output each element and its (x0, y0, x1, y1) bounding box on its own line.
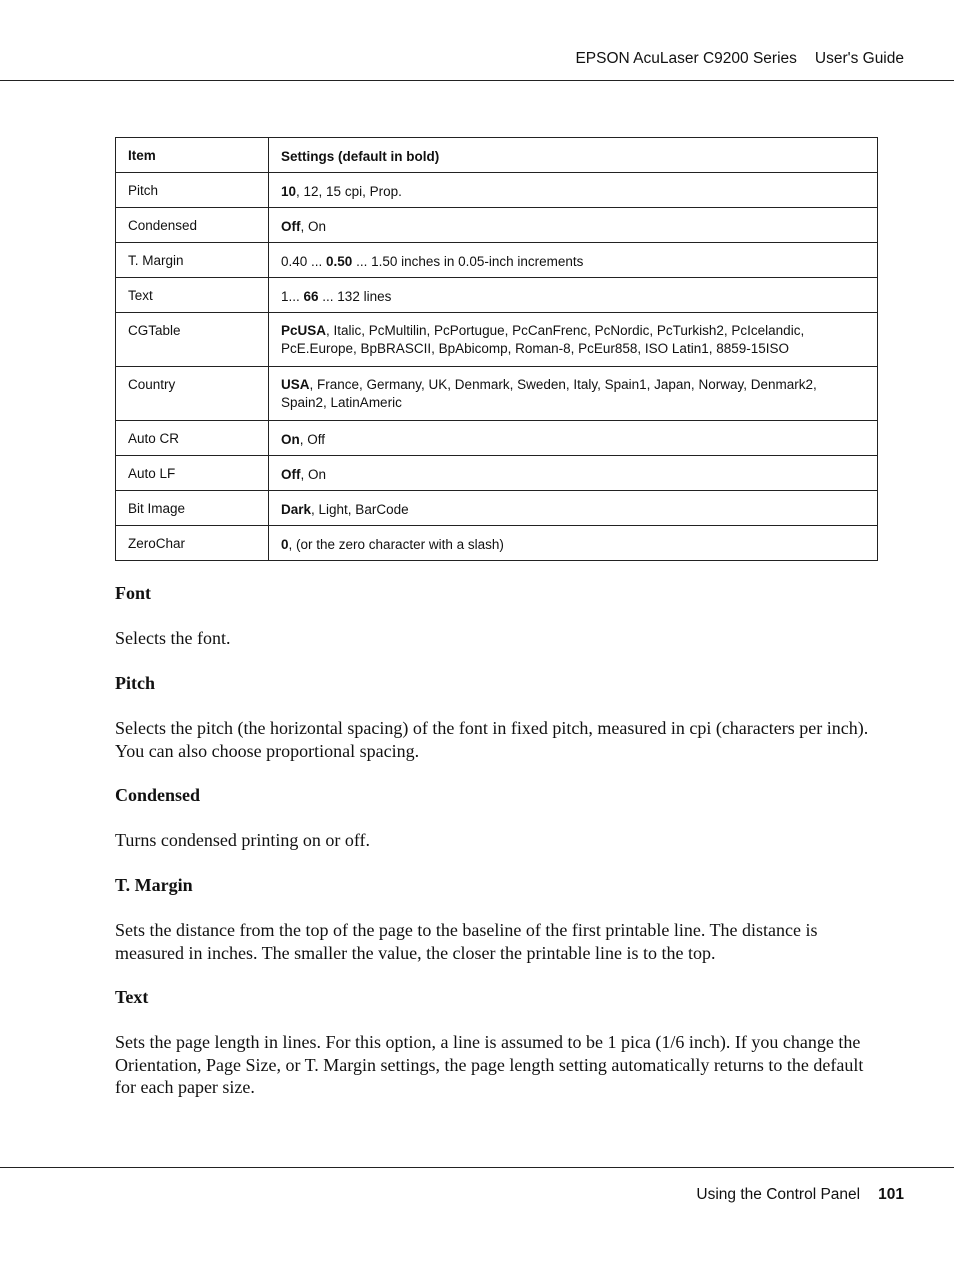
section-heading-text: Text (115, 987, 149, 1007)
settings-table (115, 137, 878, 561)
section-heading-condensed: Condensed (115, 785, 201, 805)
other-values: , (or the zero character with a slash) (288, 537, 504, 552)
table-row (116, 173, 878, 208)
table-row (116, 526, 878, 561)
other-values: , 12, 15 cpi, Prop. (296, 184, 402, 199)
range-start: 0.40 ... (281, 254, 327, 269)
other-values: , France, Germany, UK, Denmark, Sweden, Italy, Spain1, Japan, Norway, Denmark2, Spain2, LatinAmeric (281, 377, 817, 410)
table-row (116, 313, 878, 367)
default-value: PcUSA (281, 323, 327, 338)
row-item: Pitch (116, 173, 269, 208)
page-footer (0, 1186, 904, 1204)
default-value: Off (281, 219, 301, 234)
row-item: Text (116, 278, 269, 313)
row-settings (269, 367, 878, 421)
other-values: , Light, BarCode (311, 502, 409, 517)
section-text-text: Sets the page length in lines. For this option, a line is assumed to be 1 pica (1/6 inch). If you change the Orientation, Page Size, or T. Margin settings, the page length setting automatically returns to the default for each paper size. (115, 1032, 864, 1097)
row-item: Country (116, 367, 269, 421)
default-value: 66 (303, 289, 319, 304)
default-value: Off (281, 467, 301, 482)
section-heading-pitch: Pitch (115, 673, 155, 693)
default-value: 0.50 (326, 254, 353, 269)
section-text-pitch: Selects the pitch (the horizontal spacing) of the font in fixed pitch, measured in cpi (characters per inch). You can also choose proportional spacing. (115, 718, 869, 761)
row-item: Condensed (116, 208, 269, 243)
row-settings (269, 313, 878, 367)
row-settings (269, 278, 878, 313)
range-start: 1... (281, 289, 304, 304)
row-item: ZeroChar (116, 526, 269, 561)
column-header-item: Item (116, 138, 269, 173)
default-value: On (281, 432, 300, 447)
row-item: Auto LF (116, 456, 269, 491)
row-item: Bit Image (116, 491, 269, 526)
column-header-settings: Settings (default in bold) (269, 138, 878, 173)
table-row (116, 208, 878, 243)
row-settings (269, 173, 878, 208)
footer-section-title: Using the Control Panel (696, 1186, 861, 1203)
row-item: Auto CR (116, 421, 269, 456)
footer-rule (0, 1167, 954, 1168)
table-header-row (116, 138, 878, 173)
section-heading-font: Font (115, 583, 151, 603)
table-row (116, 278, 878, 313)
header-product-title: EPSON AcuLaser C9200 Series (575, 50, 797, 67)
other-values: ... 132 lines (318, 289, 392, 304)
other-values: , On (300, 467, 327, 482)
table-row (116, 456, 878, 491)
section-heading-t-margin: T. Margin (115, 875, 193, 895)
row-settings (269, 208, 878, 243)
section-text-t-margin: Sets the distance from the top of the page to the baseline of the first printable line. The distance is measured in inches. The smaller the value, the closer the printable line is to the top. (115, 920, 818, 963)
page-header (0, 50, 904, 72)
section-text-condensed: Turns condensed printing on or off. (115, 830, 370, 850)
row-settings (269, 456, 878, 491)
section-text-font: Selects the font. (115, 628, 231, 648)
other-values: , On (300, 219, 327, 234)
other-values: , Off (299, 432, 326, 447)
header-rule (0, 80, 954, 81)
default-value: 0 (281, 537, 289, 552)
other-values: ... 1.50 inches in 0.05-inch increments (352, 254, 584, 269)
row-settings (269, 491, 878, 526)
table-row (116, 491, 878, 526)
header-guide-title: User's Guide (814, 50, 904, 67)
default-value: 10 (281, 184, 297, 199)
row-settings (269, 243, 878, 278)
table-row (116, 367, 878, 421)
page-number: 101 (878, 1186, 904, 1203)
row-settings (269, 526, 878, 561)
row-settings (269, 421, 878, 456)
table-row (116, 421, 878, 456)
default-value: Dark (281, 502, 312, 517)
other-values: , Italic, PcMultilin, PcPortugue, PcCanFrenc, PcNordic, PcTurkish2, PcIcelandic, PcE.Europe, BpBRASCII, BpAbicomp, Roman-8, PcEur858, ISO Latin1, 8859-15ISO (281, 323, 805, 356)
default-value: USA (281, 377, 310, 392)
row-item: CGTable (116, 313, 269, 367)
table-row (116, 243, 878, 278)
row-item: T. Margin (116, 243, 269, 278)
